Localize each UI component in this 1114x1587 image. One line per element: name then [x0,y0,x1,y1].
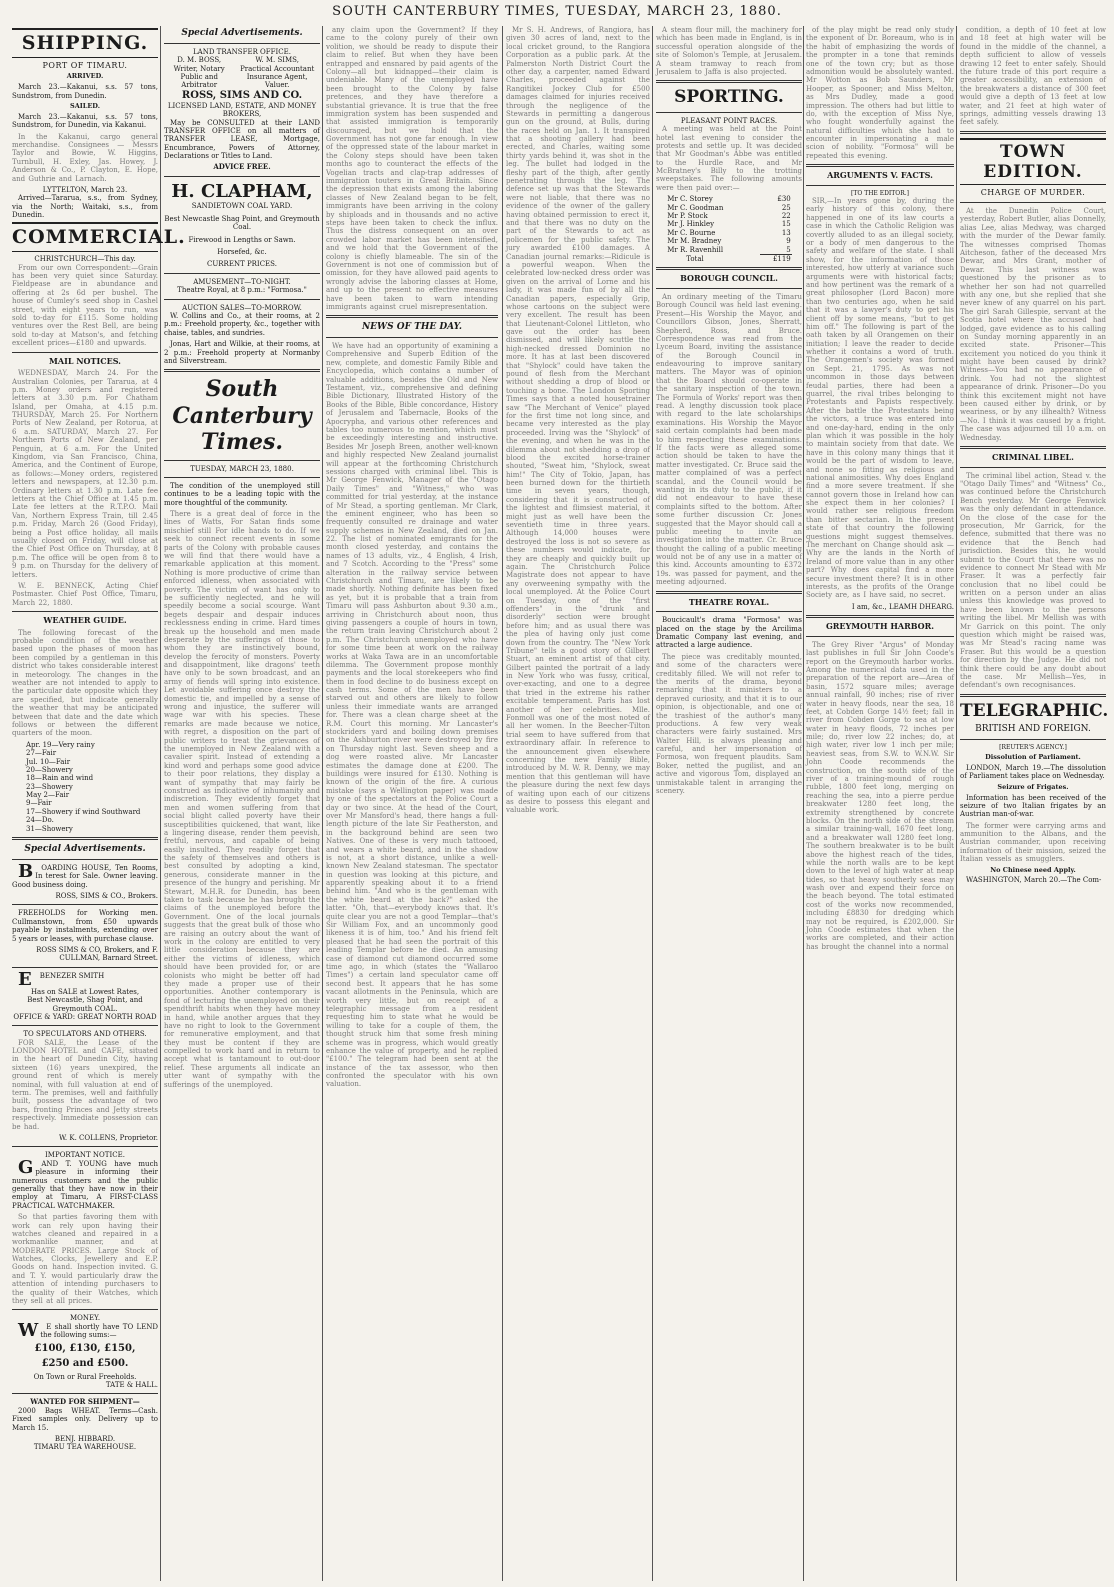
row-amount: £30 [777,195,791,204]
dropcap-b: B [18,860,34,882]
column-rule [160,26,161,1581]
special-ads-heading: Special Advertisements. [24,844,146,855]
table-row [666,229,792,237]
weather-item: 27—Fair [26,749,57,758]
weather-item: 31—Showery [26,824,73,833]
races-heading: PLEASANT POINT RACES. [680,116,778,125]
weather-item: Apr. 19—Very rainy [26,740,95,749]
sailed-text: March 23.—Kakanui, s.s. 57 tons, Sundstrom, for Dunedin, via Kakanui. [12,112,158,130]
money-amounts: £100, £130, £150, [34,1342,136,1354]
wanted-signature: BENJ. HIBBARD. [54,1434,116,1443]
criminal-libel-heading: CRIMINAL LIBEL. [992,452,1074,462]
arrived-text: March 23.—Kakanui, s.s. 57 tons, Sundstrom, from Dunedin. [12,83,158,100]
dropcap-g: G [18,1156,34,1178]
money-sub: On Town or Rural Freeholds. [33,1372,137,1381]
sailed-label: SAILED. [70,101,100,110]
freeholds-signature: ROSS SIMS & CO, Brokers, and F. CULLMAN, Barnard Street. [36,945,158,963]
filler-text: So that parties favoring them with work can rely upon having their watches cleaned and repaired in a workmanlike manner, and at MODERATE PRICES. Large Stock of Watches, Clocks, Jewellery and E.P. Goods on hand. Inspection invited. G. and T. Y. would particularly draw the attention of intending purchasers to the quality of their Watches, which they sell at all prices. [12,1213,158,1306]
weather-item: Jul. 10—Fair [26,757,71,766]
important-notice-heading: IMPORTANT NOTICE. [45,1151,125,1160]
auction-heading: AUCTION SALES—TO-MORROW. [182,303,302,312]
coal-text: Best Newcastle Shag Point, and Greymouth Coal. [164,214,320,232]
borough-council-heading: BOROUGH COUNCIL. [680,273,778,284]
to-the-editor: [TO THE EDITOR.] [851,189,909,197]
weather-guide-heading: WEATHER GUIDE. [43,615,127,626]
row-amount: 5 [786,245,791,254]
editorial-lead: The condition of the unemployed still continues to be a leading topic with the more thoughtful of the community. [164,481,320,507]
weather-item: 9—Fair [26,799,52,808]
filler-text: There is a great deal of force in the lines of Watts, For Satan finds some mischief still For idle hands to do. If we seek to connect recent events in some parts of the Colony with probable causes we will find that there would have a remarkable application at this moment. Nothing is more productive of crime than enforced idleness, when associated with poverty. The victim of want has only to be sufficiently neglected, and he will speedily become a social scourge. Want begets despair and despair induces recklessness ending in crime. Hard times break up the household and men made desperate by the sufferings of those to whom they are instinctively bound, develop the ferocity of monsters. Poverty and disappointment, like dragons' teeth have only to be sown broadcast, and an army of fiends will spring into existence. Let avoidable suffering once destroy the domestic tie, and impelled by a sense of wrong and injustice, the sufferer will wage war with his species. These remarks are made because we notice, with regret, a disposition on the part of public writers to treat the grievances of the unemployed in New Zealand with a cavalier spirit. Instead of extending a kind word and perhaps some good advice to their poor relations, they display a want of sympathy that may fairly be construed as indicative of inhumanity and indiscretion. They evidently forget that men and women suffering from that social blight called poverty have their susceptibilities quickened, that want, like a lingering disease, render them peevish, fretful, nervous, and capable of being easily insulted. They readily forget that the safety of themselves and others is best consulted by adopting a kind, generous, considerate manner in the presence of the hungry and perishing. Mr Stewart, M.H.R. for Dunedin, has been taken to task because he has brought the claims of the unemployed before the Government. One of the local journals suggests that the great bulk of those who are raising an outcry about the want of work in the colony are entitled to very little consideration because they are either the victims of idleness, which should have been provided for, or are colonists who might be better off had they made a proper use of their opportunities. Another contemporary is fond of lecturing the unemployed on their spendthrift habits when they have money in hand, while another argues that they have no right to look to the Government for remunerative employment, and that they must be content if they are compelled to work hard and in return to accept what is tantamount to out-door relief. These arguments all indicate an utter want of sympathy with the sufferings of the unemployed. [164,510,320,1089]
young-text: AND T. YOUNG have much pleasure in informing their numerous customers and the public generally that they have now in their employ at Timaru, A FIRST-CLASS PRACTICAL WATCHMAKER. [12,1159,158,1210]
ebenezer-text: Best Newcastle, Shag Point, and Greymouth COAL. [27,996,143,1013]
port-subheading: PORT OF TIMARU. [42,60,128,70]
money-amounts: £250 and £500. [41,1357,129,1369]
column-7 [960,26,1109,1581]
reuters-agency: [REUTER'S AGENCY.] [999,743,1067,751]
column-rule [956,26,957,1581]
news-of-the-day-heading: NEWS OF THE DAY. [361,322,463,333]
weather-item: 23—Showery [26,782,73,791]
advice-free: ADVICE FREE. [213,162,271,172]
mail-notices-heading: MAIL NOTICES. [49,355,121,366]
row-name: Mr J. Hinkley [667,220,715,229]
column-4 [506,26,650,1581]
money-signature: TATE & HALL. [105,1380,158,1389]
row-amount: 13 [781,228,791,237]
ross-sub: LICENSED LAND, ESTATE, AND MONEY BROKERS, [167,101,317,119]
ebenezer-sub: Has on SALE at Lowest Rates, [30,987,140,996]
filler-text: The piece was creditably mounted, and some of the characters were creditably filled. We will not refer to the merits of the drama, beyond remarking that it ministers to a depraved curiosity, and that it is to our opinion, is objectionable, and one of the trashiest of the author's many productions. A few very weak characters were fairly sustained. Mrs Walter Hill, is always pleasing and careful, and her impersonation of Formosa, won frequent plaudits. Sam Boker, netted the pugilist, and an active and vigorous Tom, displayed an unmistakable talent in arranging the scenery. [656,652,802,796]
british-foreign-heading: BRITISH AND FOREIGN. [975,724,1091,735]
column-3 [326,26,498,1581]
filler-text: W. E. BENNECK, Acting Chief Postmaster. Chief Post Office, Timaru, March 22, 1880. [12,581,158,607]
sweepstakes-table [666,195,792,263]
filler-text: From our own Correspondent:—Grain has been very quiet since Saturday. Fieldpease are in abundance and offering at 2s 6d per bushel. The house of Cumley's seed shop in Cashel street, with eight years to run, was sold to-day for £115. Some holding ventures over the Rest Bell, are being sold to-day at Matson's, and fetching excellent prices—£180 and upwards. [12,263,158,348]
special-ads-heading: Special Advertisements. [181,28,303,38]
theatre-text: Theatre Royal, at 8 p.m.: "Formosa." [177,286,307,295]
broker-names [164,56,320,90]
theatre-lead: Boucicault's drama "Formosa" was placed on the stage by the Arcilima Dramatic Company last evening, and attracted a large audience. [656,616,802,650]
row-amount: 15 [781,220,791,229]
shipping-heading: SHIPPING. [12,28,158,58]
table-row [666,212,792,220]
wanted-heading: WANTED FOR SHIPMENT— [30,1397,140,1407]
filler-text: A meeting was held at the Point hotel last evening to consider the protests and settle up. It was decided that Mr Goodman's Abbe was entitled to the Hurdle Race, and Mr McBratney's Billy to the trotting sweepstakes. The following amounts were then paid over:— [656,125,802,192]
commercial-heading: COMMERCIAL. [12,222,158,252]
chinese-text: WASHINGTON, March 20.—The Com- [966,876,1102,885]
ross-text: May be CONSULTED at their LAND TRANSFER OFFICE on all matters of TRANSFER LEASE, Mortgage, Encumbrance, Powers of Attorney, Declarations or Titles to Land. [164,118,320,161]
filler-text: In the Kakanui, cargo general merchandise. Consignees — Messrs Taylor and Bowie, W. Higgins, Turnbull, H. Exley, Jas. Howey, J. Anderson & Co., P. Clayton, E. Hope, and Guthrie and Larnach. [12,132,158,183]
charge-of-murder-heading: CHARGE OF MURDER. [980,188,1086,198]
filler-text: The Grey River "Argus" of Monday last publishes in full Sir John Coode's report on the Greymouth harbor works. Among the numerical data used in the preparation of the report are—Area of basin, 1572 square miles; average annual rainfall, 90 inches; rise of river water in heavy floods, near the sea, 18 feet, at Cobden Gorge 14½ feet; fall in river from Cobden Gorge to sea at low water in heavy floods, 72 inches per mile; do, river low 22 inches; do, at high water, river low 1 inch per mile; heaviest seas, from S.W. to W.N.W. Sir John Coode recommends the construction, on the south side of the river of a training-mound of rough rubble, 1800 feet long, merging on reaching the sea, into a pierre perdue breakwater 1280 feet long, the extremity strengthened by concrete blocks. On the north side of the stream a similar training-wall, 1670 feet long, and a breakwater wall 1280 feet long. The southern breakwater is to be built above the highest reach of the tides, while the north walls are to be kept down to the level of high water at neap tides, so that heavy southerly seas may wash over and expend their force on the beach beyond. The total estimated cost of the works now recommended, including £8830 for dredging which may not be required, is £202,000. Sir John Coode estimates that when the works are completed, and their action has brought the channel into a normal [806,640,954,951]
newspaper-title: South Canterbury Times. [172,376,312,456]
amusement-heading: AMUSEMENT—TO-NIGHT. [193,277,291,286]
column-rule [502,26,503,1581]
weather-list [12,741,158,833]
column-1 [12,26,186,1581]
boss-sub: Writer, Notary Public and Arbitrator [173,64,225,90]
weather-item: 17—Showery if wind Southward [26,807,141,816]
letter-signature: I am, &c., LEAMH DHEARG. [851,602,954,611]
table-row [666,237,792,245]
sporting-heading: SPORTING. [674,87,784,108]
filler-text: The former were carrying arms and ammunition to the Albans, and the Austrian commander, upon receiving information of their mission, seized the Italian vessels as smugglers. [960,821,1106,864]
row-name: Mr C. Goodman [667,203,724,212]
boarding-signature: ROSS, SIMS & CO., Brokers. [55,892,158,901]
speculators-heading: TO SPECULATORS AND OTHERS. [23,1030,147,1039]
table-row [666,220,792,228]
christchurch-label: CHRISTCHURCH—This day. [34,255,136,264]
column-rule [652,26,653,1581]
lyttelton-text: Arrived—Tararua, s.s., from Sydney, via the North; Waitaki, s.s., from Dunedin. [12,194,158,220]
theatre-royal-heading: THEATRE ROYAL. [688,596,770,607]
column-2 [164,26,320,1581]
filler-text: We have had an opportunity of examining a Comprehensive and Superb Edition of the new, complete, and domestic Family Bible and Encyclopedia, which contains a number of valuable additions, besides the Old and New Testament, viz., comprehensive and defining Bible Dictionary, Illustrated History of the Books of the Bible, Bible concordance, History of Jerusalem and Tabernacle, Books of the Apocrypha, and various other references and tables too numerous to mention, which must be exceedingly interesting and instructive. Besides Mr Joseph Breen, another well-known and highly respected New Zealand journalist will appear at the forthcoming Christchurch sessions charged with criminal libel. This is Mr George Fenwick, Manager of the "Otago Daily Times" and "Witness," who was committed for trial yesterday, at the instance of Mr Stead, a sporting gentleman. Mr Clark, the eminent engineer, who has been so frequently consulted re drainage and water supply schemes in New Zealand, died on Jan. 22. The list of nominated emigrants for the month closed yesterday, and contains the names of 13 adults, viz., 4 English, 4 Irish, and 7 Scotch. According to the "Press" some alteration in the railway service between Christchurch and Timaru, are likely to be made shortly. Nothing definite has been fixed as yet, but it is probable that a train from Timaru will pass Ashburton about 9.30 a.m., arriving in Christchurch about noon, thus giving passengers a couple of hours in town, the return train leaving Christchurch about 2 p.m. The Christchurch unemployed who have for some time been at work on the railway works at Waka Tawa are in an uncomfortable dilemma. The Government propose monthly payments and the local storekeepers who find them in food decline to do business except on cash terms. Some of the men have been starved out and others are likely to follow unless their immediate wants are arranged for. There was a clean charge sheet at the R.M. Court this morning. Mr Lancaster's stockriders yard and boiling down premises on the Ashburton river were destroyed by fire on Thursday night last. Seven sheep and a dog were roasted alive. Mr Lancaster estimates the damage done at £200. The buildings were insured for £130. Nothing is known of the origin of the fire. A curious mistake (says a Wellington paper) was made by one of the spectators at the Police Court a day or two since. At the head of the Court, over Mr Mansford's head, there hangs a full-length picture of the late Sir Featherston, and in the background behind are seen two Natives. One of these is very much tattooed, and wears a white beard, and in the shadow is not, at a short distance, unlike a well-known New Zealand statesman. The spectator in question was looking at this picture, and apparently speaking about it to a friend behind him. "And who is the gentleman with the white beard at the back?" asked the latter. "Oh, that—everybody knows that. It's quite clear you are not a good Templar—that's Sir William Fox, and an uncommonly good likeness it is of him, too." And his friend felt pleased that he had seen the portrait of this leading Templar before he died. An amusing case of diamond cut diamond occurred some time ago, in which (states the "Wallaroo Times") a certain land speculator came off second best. It appears that he has some vacant allotments in the Peninsula, which are worth very little, but on receipt of a telegraphic message from a resident requesting him to state what he would be willing to take for a couple of them, the thought struck him that some fresh mining scheme was in progress, which would greatly enhance the value of property, and he replied "£100." The telegram had been sent at the instance of the tax assessor, who then confronted the speculator with his own valuation. [326,342,498,1089]
total-label: Total [686,254,704,263]
freeholds-ad: FREEHOLDS for Working men. Cullmanstown, from £50 upwards payable by instalments, extending over 5 years or leases, with purchase clause. [12,909,158,943]
auction-text: W. Collins and Co., at their rooms, at 2 p.m.: Freehold property, &c., together with chaise, tables, and sundries. [164,311,320,337]
filler-text: At the Dunedin Police Court, yesterday, Robert Butler, alias Donnelly, alias Lee, alias Medway, was charged with the murder of the Dewar family. The witnesses comprised Thomas Aitcheson, father of the deceased Mrs Dewar, and Mrs Grant, mother of Dewar. This last witness was questioned by the prisoner as to whether her son had not quarrelled with any one, but she replied that she never knew of any quarrel on his part. The girl Sarah Gillespie, servant at the Scotia hotel where the accused had lodged, gave evidence as to his calling on Sunday morning apparently in an excited state. Prisoner—This excitement you noticed do you think it might have been caused by drink? Witness—You had no appearance of drink. You had not the slightest appearance of drink. Prisoner—Do you think this excitement might not have been caused either by drink, or by weariness, or by any illhealth? Witness—No. I think it was caused by a fright. The case was adjourned till 10 a.m. on Wednesday. [960,207,1106,442]
arrived-label: ARRIVED. [66,72,104,81]
row-amount: 9 [786,237,791,246]
sims-sub: Practical Accountant Insurance Agent, Valuer. [240,64,315,90]
dropcap-w: W [18,1319,39,1341]
issue-date: TUESDAY, MARCH 23, 1880. [190,464,294,473]
table-total [666,254,792,263]
row-amount: 25 [781,203,791,212]
wanted-text: 2000 Bags WHEAT. Terms—Cash. Fixed samples only. Delivery up to March 15. [12,1406,158,1432]
filler-text: The following forecast of the probable condition of the weather based upon the phases of moon has been compiled by a gentleman in this district who takes considerable interest in meteorology. The changes in the weather are not intended to apply to the particular date opposite which they are specified, but indicate generally the weather that may be anticipated between that date and the date which follows or between the different quarters of the moon. [12,628,158,738]
row-name: Mr R. Ravenhill [667,245,724,254]
filler-text: Mr S. H. Andrews, of Rangiora, has given 30 acres of land, next to the local cricket ground, to the Rangiora Corporation as a public park. At the Palmerston North District Court the other day, a carpenter, named Edward Charles, proceeded against the Rangitikei Jockey Club for £500 damages claimed for injuries received through the negligence of the Stewards in permitting a dangerous gun on the ground, at Bulls, during the races held on Jan. 1. It transpired that a shooting gallery had been erected, and Charles, waiting some thirty yards behind it, was shot in the leg. The bullet had lodged in the fleshy part of the thigh, after gently penetrating through the leg. The defence set up was that the Stewards were not liable, that there was no evidence of the owner of the gallery having obtained permission to erect it, and that there was no duty on the part of the Stewards to act as policemen for the public safety. The jury awarded £100 damages. A Canadian journal remarks:—Ridicule is a powerful weapon. When the celebrated low-necked dress order was given on the arrival of Lorne and his lady, it was made fun of by all the Canadian papers, especially Grip, whose cartoons on the subject were very excellent. The result has been that Lieutenant-Colonel Littleton, who gave out the order has been dismissed, and will likely scuttle the high-necked dressed Dominion no more. It has at last been discovered that "Shylock" could have taken the pound of flesh from the Merchant without shedding a drop of blood or touching a bone. The London Sporting Times says that a noted housetrainer saw "The Merchant of Venice" played for the first time not long since, and became very interested as the play proceeded. Irving was the "Shylock" of the evening, and when he was in the dilemma about not shedding a drop of blood the excited horse-trainer shouted, "Sweat him, "Shylock, sweat him!" The City of Tokio, Japan, has been burned down for the thirtieth time in seven years, though, considering that it is constructed of the lightest and flimsiest material, it might just as well have been the seventieth time in three years. Although 14,000 houses were destroyed the loss is not so severe as these numbers would indicate, for they are cheaply and quickly built up again. The Christchurch Police Magistrate does not appear to have any overweening sympathy with the local unemployed. At the Police Court on Tuesday, one of the "first offenders" in the "drunk and disorderly" section were brought before him; and as usual there was the plea of having only just come down from the country. The "New York Tribune" tells a good story of Gilbert Stuart, an eminent artist of that city. Gilbert painted the portrait of a lady in New York who was fussy, critical, over-exacting, and one to a degree that tried in the extreme his rather excitable temperament. Paris has lost another of her celebrities. Mlle. Fonmoll was one of the most noted of all her women. In the Beecher-Tilton trial seem to have suffered from that extraordinary affair. In reference to the announcement given elsewhere concerning the new Family Bible, introduced by M. W. R. Denny, we may mention that this gentleman will have the pleasure during the next few days of waiting upon each of our citizens as desire to possess this elegant and valuable work. [506,26,650,815]
column-5 [656,26,802,1581]
filler-text: of the play might be read only study the exponent of Dr. Boreaum, who is in the habit of emphasizing the words of the prompter in a tone that reminds one of the town cry; but as those admonition would be absolutely wanted. Mr Wotton as Bob Saunders, Mr Hooper, as Spooner; and Miss Melton, as Mrs Dudley, made a good impression. The others had but little to do, with the exception of Miss Nye, who fought wonderfully against the natural difficulties which she had to encounter in impersonating a male scion of nobility. "Formosa" will be repeated this evening. [806,26,954,160]
telegraphic-heading: TELEGRAPHIC. [960,700,1109,721]
arguments-heading: ARGUMENTS V. FACTS. [827,170,933,181]
row-name: Mr C. Storey [667,195,713,204]
current-prices: CURRENT PRICES. [207,260,277,269]
town-edition-heading: TOWN EDITION. [960,138,1106,186]
boss-name: D. M. BOSS, [177,56,222,65]
table-row [666,246,792,255]
filler-text: The criminal libel action, Stead v. the "Otago Daily Times" and "Witness" Co., was continued before the Christchurch Bench yesterday. Mr George Fenwick was the only defendant in attendance. On the close of the case for the prosecution, Mr Garrick, for the defence, submitted that there was no evidence that the Bench had jurisdiction. Besides this, he would submit to the Court that there was no evidence to connect Mr Stead with Mr Fraser. It was a perfectly fair conclusion that no libel could be written on a person under an alias unless this knowledge was proved to have been known to the persons writing the libel. Mr Mellish was with Mr Garrick on this point. The only question which might be raised was, was Mr Stead's racing name was Fraser. But this would be a question for direction by the Judge. He did not think there could be any doubt about the case. Mr Mellish—Yes, in defendant's own recognisances. [960,471,1106,690]
ebenezer-office: OFFICE & YARD: GREAT NORTH ROAD [13,1012,157,1021]
dropcap-e: E [18,968,32,990]
money-ad [12,1319,158,1341]
weather-item: 20—Showery [26,765,73,774]
boarding-text: OARDING HOUSE, Ten Rooms, In terest for Sale. Owner leaving. Good business doing. [12,863,158,889]
weather-item: 24—Do. [26,816,54,825]
speculators-signature: W. K. COLLENS, Proprietor. [58,1134,158,1142]
weather-item: May 2—Fair [26,791,70,800]
row-name: Mr M. Bradney [667,237,722,246]
dissolution-heading: Dissolution of Parliament. [985,753,1081,762]
money-lead: E shall shortly have TO LEND the following sums:— [40,1322,158,1340]
total-amount: £119 [760,254,792,263]
land-transfer-heading: LAND TRANSFER OFFICE. [193,47,291,56]
row-name: Mr P. Stock [667,212,708,221]
auction-text-2: Jonas, Hart and Wilkie, at their rooms, at 2 p.m.: Freehold property at Normanby and Silverstream. [164,340,320,365]
filler-text: FOR SALE, the Lease of the LONDON HOTEL and CAFE, situated in the heart of Dunedin City, having sixteen (16) years unexpired, the ground rent of which is merely nominal, with full valuation at end of term. The premises, well and faithfully built, possess the advantage of two bars, fronting Princes and Jetty streets respectively. Immediate possession can be had. [12,1038,158,1131]
clapham-heading: H. CLAPHAM, [171,180,313,202]
filler-text: WEDNESDAY, March 24. For the Australian Colonies, per Tararua, at 4 p.m. Money orders and registered letters at 3.30 p.m. For Chatham Island, per Omaha, at 4.15 p.m. THURSDAY, March 25. For Northern Ports of New Zealand, per Rotorua, at 6 a.m. SATURDAY, March 27. For Northern Ports of New Zealand, per Penguin, at 6 a.m. For the United Kingdom, via San Francisco, China, America, and the Continent of Europe, as follows:—Money orders, registered letters and newspapers, at 12.30 p.m. Ordinary letters at 1.30 p.m. Late fee letters at the Chief Office at 1.45 p.m. Late fee letters at the R.T.P.O. Mail Van, Northern Express Train, till 2.45 p.m. Friday, March 26 (Good Friday), being a Post office holiday, all mails usually closed on Friday, will close at the Chief Post Office on Thursday, at 8 p.m. The office will be open from 8 to 9 p.m. on Thursday for the delivery of letters. [12,369,158,579]
young-ad [12,1156,158,1210]
filler-text: An ordinary meeting of the Timaru Borough Council was held last evening. Present—His Worship the Mayor, and Councillors Gibson, Jones, Sherratt, Shepherd, Ross, and Bruce. Correspondence was read from the Lyceum Board, inviting the assistance of the Borough Council in endeavouring to improve sanitary matters. The Mayor was of opinion that the Board should co-operate in the sanitary inspection of the town. The Formula of Works' report was then read. A lengthy discussion took place with regard to the late scholarships examinations. His Worship the Mayor said certain complaints had been made to him respecting these examinations. If the facts were as alleged some action should be taken to have the matter investigated. Cr. Bruce said the matter complained of was a perfect scandal, and the Council would be wanting in its duty to the public, if it did not endeavour to have these complaints sifted to the bottom. After some further discussion Cr. Jones suggested that the Mayor should call a public meeting to invite an investigation into the matter. Cr. Bruce thought the calling of a public meeting would not be of any use in a matter of this kind. Accounts amounting to £372 19s. was passed for payment, and the meeting adjourned. [656,292,802,587]
filler-text: any claim upon the Government? If they came to the colony purely of their own volition, we should be ready to dispute their claim to relief. But when they have been entrapped and ensnared by paid agents of the Colony—all but kidnapped—their claim is undeniable. Many of the unemployed have been brought to the Colony by false pretences, and they have therefore a substantial grievance. It is true that the free immigration system has been suspended and that assisted immigration is temporarily discouraged, but we hold that the Government has not gone far enough. In view of the oppressed state of the labour market in the Colony steps should have been taken months ago to counteract the effects of the Vogelian tracts and clap-trap addresses of immigration touters in Great Britain. Since the depression that exists among the laboring classes of New Zealand began to be felt, immigrants have been arriving in the colony by shiploads and in thousands and no active steps have been taken to check the influx. Thus the distress consequent on an over crowded labor market has been intensified, and we hold that the Government of the colony is chiefly blameable. The sin of the Government is not one of commission but of omission, for they have allowed paid agents to wrongly advise the laboring classes at Home, and up to the present no effective measures have been taken to warn intending immigrants against cruel misrepresentation. [326,26,498,311]
horsefeed-text: Horsefed, &c. [217,248,267,257]
column-rule [322,26,323,1581]
wanted-signature-2: TIMARU TEA WAREHOUSE. [33,1443,137,1452]
column-rule [803,26,804,1581]
filler-text: condition, a depth of 10 feet at low and 18 feet at high water will be found in the middle of the channel, a depth sufficient to allow of vessels drawing 12 feet to enter safely. Should the future trade of this port require a greater accessibility, an extension of the breakwaters a distance of 300 feet would give a depth of 13 feet at low water, and 21 feet at high water of springs, admitting vessels drawing 13 feet safely. [960,26,1106,127]
chinese-heading: No Chinese need Apply. [990,865,1076,874]
ebenezer-ad [12,968,158,990]
row-amount: 22 [781,212,791,221]
lyttelton-label: LYTTELTON, March 23. [42,185,128,194]
weather-item: 18—Rain and wind [26,774,94,783]
coal-yard-heading: SANDIETOWN COAL YARD. [191,202,293,211]
column-6 [806,26,954,1581]
money-heading: MONEY. [69,1314,101,1323]
frigates-text: Information has been received of the seizure of two Italian frigates by an Austrian man-of-war. [960,793,1106,819]
filler-text: A steam flour mill, the machinery for which has been made in England, is in successful operation alongside of the site of Solomon's Temple, at Jerusalem. A steam tramway to reach from Jerusalem to Jaffa is also projected. [656,26,802,76]
ebenezer-name: BENEZER SMITH [39,971,105,980]
table-row [666,195,792,203]
sims-name: W. M. SIMS, [255,56,299,65]
frigates-heading: Seizure of Frigates. [997,782,1069,791]
boarding-house-ad [12,860,158,889]
firewood-text: Firewood in Lengths or Sawn. [188,235,296,244]
greymouth-harbor-heading: GREYMOUTH HARBOR. [825,621,935,632]
ross-sims-heading: ROSS, SIMS AND CO. [181,89,303,101]
masthead: SOUTH CANTERBURY TIMES, TUESDAY, MARCH 23, 1880. [332,4,782,19]
table-row [666,204,792,212]
row-name: Mr C. Bourne [667,228,716,237]
filler-text: SIR,—In years gone by, during the early history of this colony, there happened in one of its law courts a case in which the Catholic Religion was covertly alluded to as an illegal society, or a body of men dangerous to the safety and welfare of the state. I shall show, for the information of those interested, how utterly at variance such arguments were with historical facts; and how pertinent was the remark of a great philosopher (Lord Bacon) more than two centuries ago, when he said that it was a lawyer's duty to get his client off by some means, "but to get him off." The following is part of the oath taken by all Orangemen on their initiation; I leave the reader to decide whether it contains a word of truth. The Orangemen's society was formed on Sept. 21, 1795. As was not uncommon in those days between feudal parties, there had been a quarrel, the rival tribes belonging to Protestants and Papists respectively. After the battle the Protestants being the victors, a truce was entered into and one-day-hard, ending in the only plan which it was possible in the holy to maintain society from that date. We have in this colony many things that it would be the part of wisdom to leave, and none so fitting as religious and national animosities. Why does England find a more severe treatment. If she cannot govern those in Ireland how can she expect them in her colonies? I would rather see religious freedom than bitter sectarian. In the present state of that country the following questions might suggest themselves. The merchant on Change should ask —Why are the lands in the North of Ireland of more value than in any other part? Why does capital find a more secure investment there? It is in other interests, as the profits of the Orange Society are, as I have said, no secret. [806,197,954,600]
dissolution-text: LONDON, March 19.—The dissolution of Parliament takes place on Wednesday. [960,763,1106,781]
